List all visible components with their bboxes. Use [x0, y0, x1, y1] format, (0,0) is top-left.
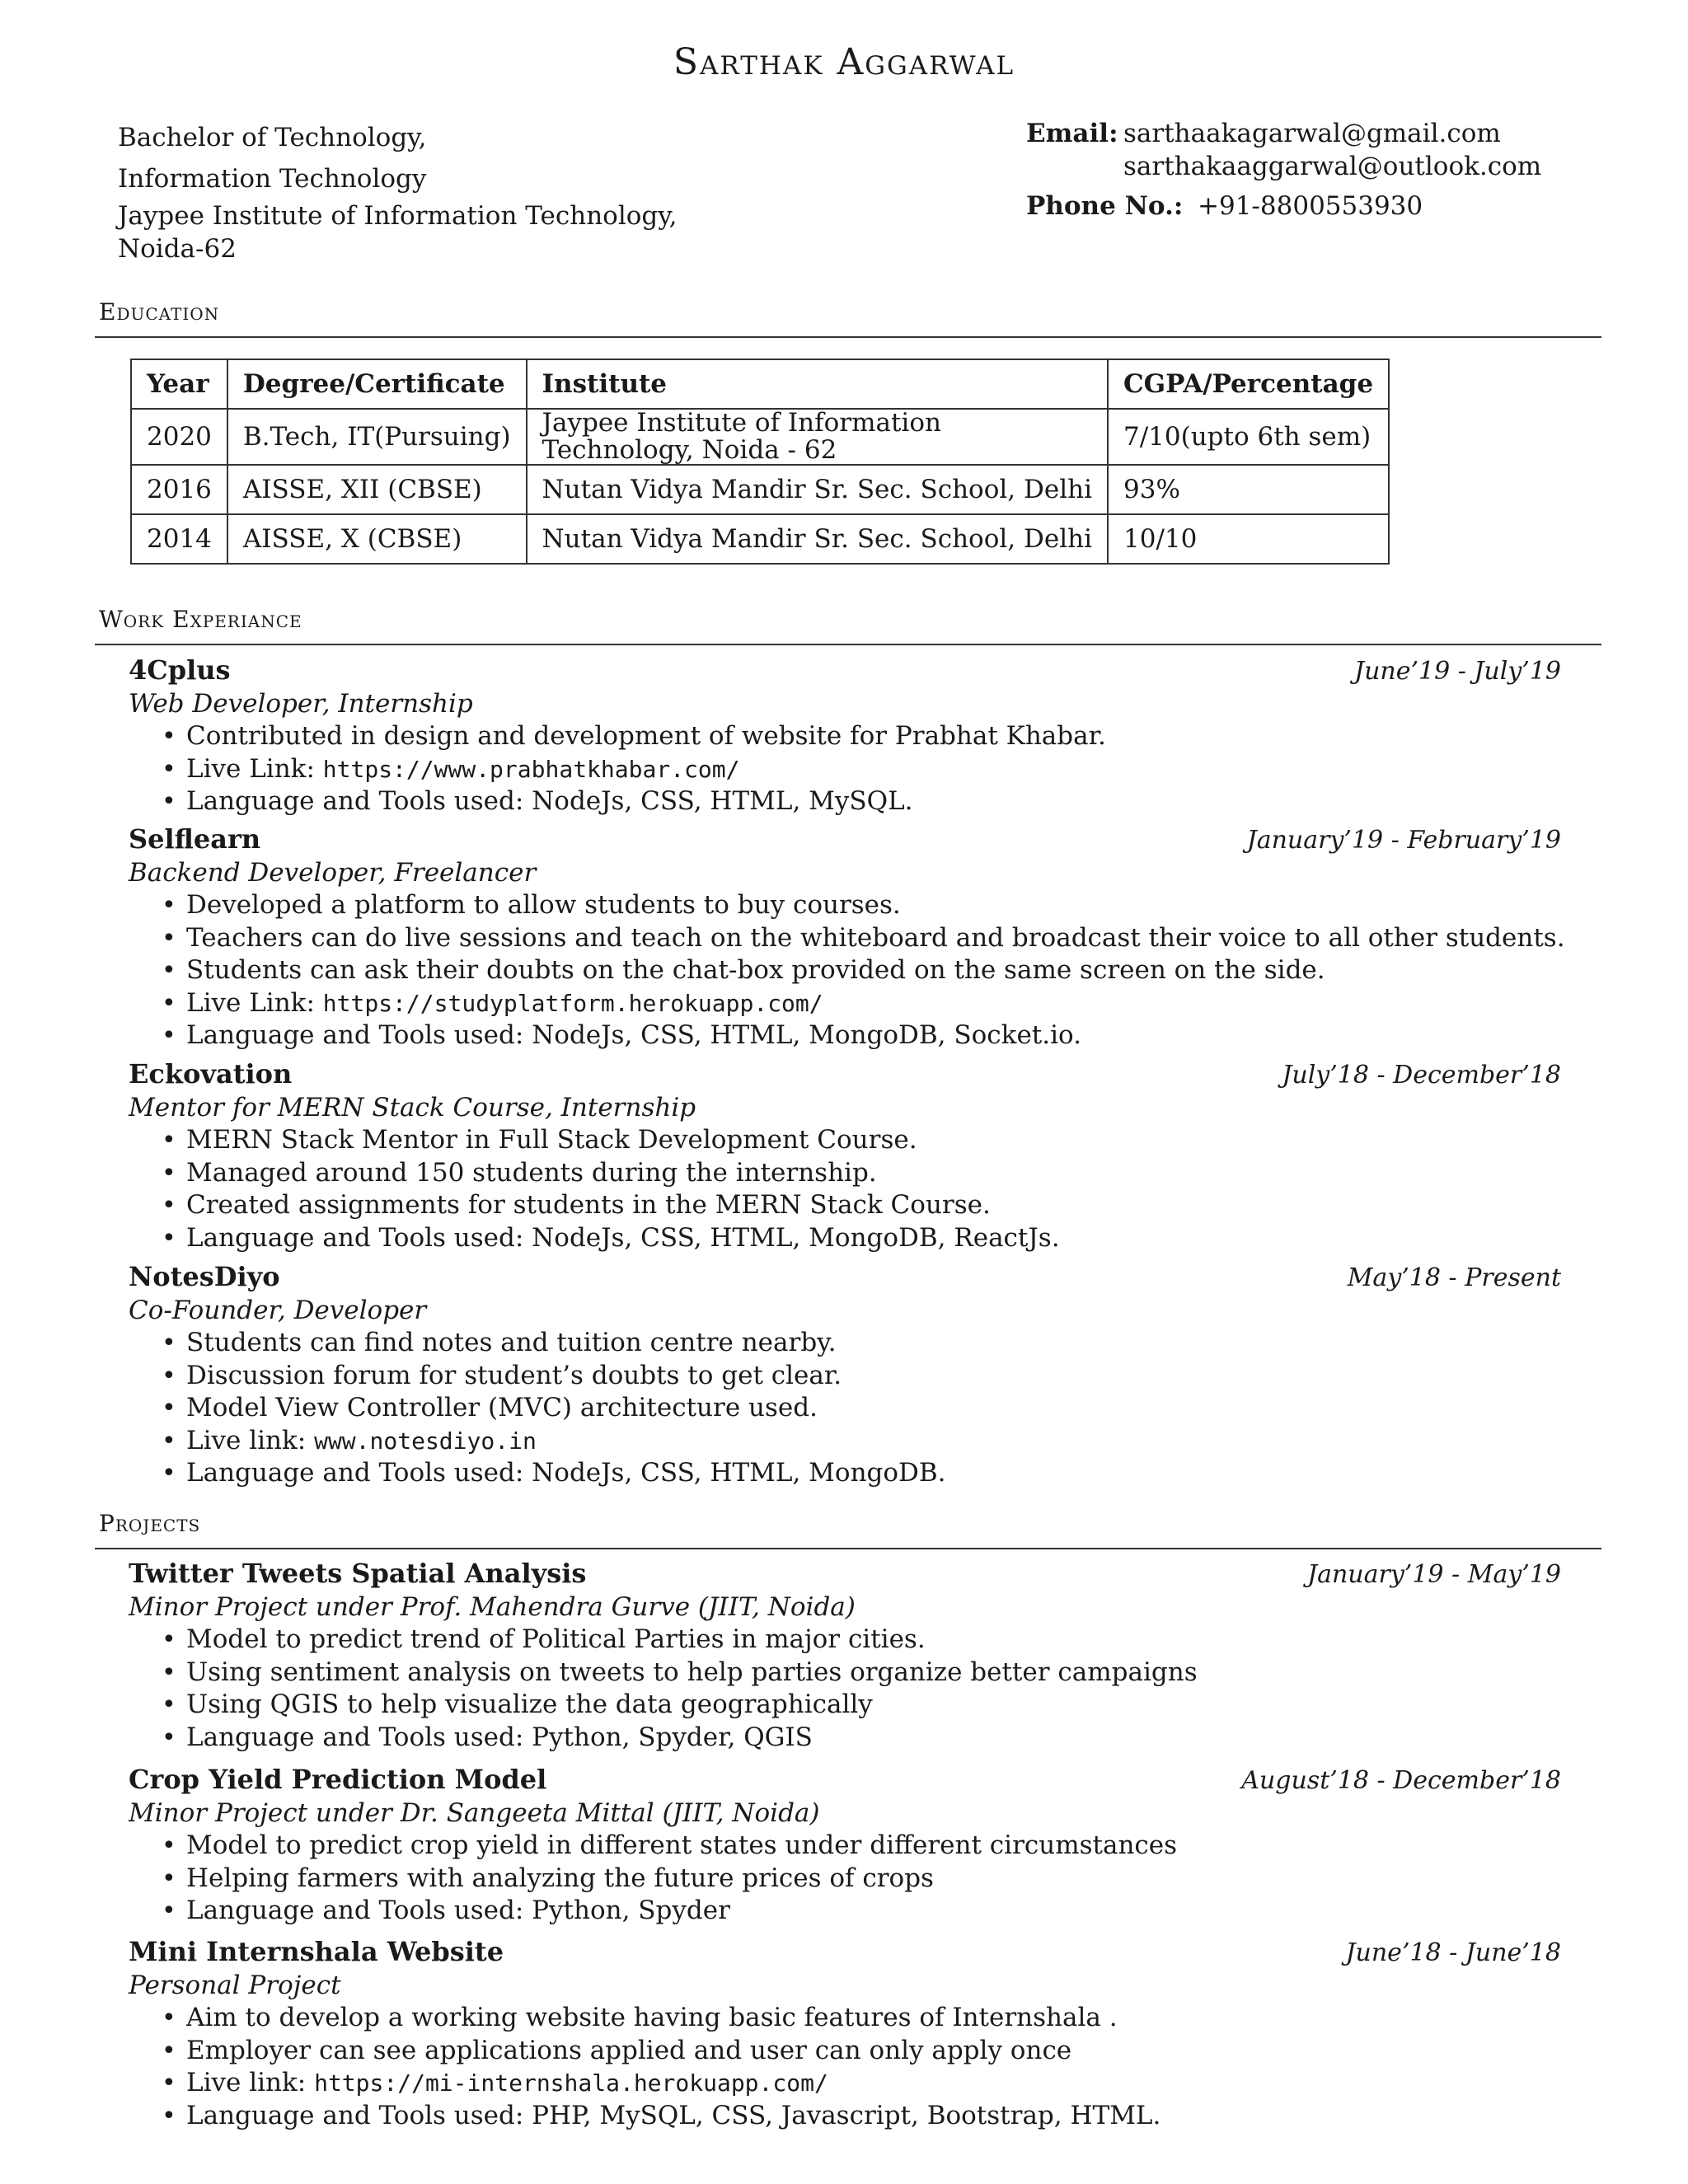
list-item: [186, 1425, 1561, 1458]
table-cell: Jaypee Institute of Information Technology, Noida - 62: [527, 409, 1108, 465]
branch-line: Information Technology: [118, 164, 427, 194]
list-item: • Developed a platform to allow students to buy courses.: [186, 889, 1561, 922]
entry-date: January’19 - May’19: [1307, 1560, 1561, 1589]
phone-number: +91-8800553930: [1198, 191, 1423, 221]
list-item: • Model View Controller (MVC) architecture used.: [186, 1392, 1561, 1425]
column-header: Institute: [527, 359, 1108, 409]
list-item: • Model to predict crop yield in different states under different circumstances: [186, 1830, 1561, 1863]
link-label: Live Link:: [186, 987, 323, 1018]
list-item: • Created assignments for students in the MERN Stack Course.: [186, 1189, 1561, 1222]
live-link[interactable]: https://www.prabhatkhabar.com/: [322, 755, 740, 783]
email-label: Email:: [1026, 119, 1118, 148]
contact-block: [1026, 117, 1541, 223]
work-entry-selflearn: [129, 823, 1565, 1052]
entry-role: Backend Developer, Freelancer: [129, 858, 537, 888]
section-title-projects: Projects: [99, 1510, 201, 1537]
list-item: • Aim to develop a working website having basic features of Internshala .: [186, 2002, 1561, 2035]
institute-line: Jaypee Institute of Information Technology,: [118, 201, 678, 231]
table-cell: 2020: [131, 409, 227, 465]
entry-org: Crop Yield Prediction Model: [129, 1764, 547, 1795]
entry-role: Minor Project under Prof. Mahendra Gurve (JIIT, Noida): [129, 1592, 856, 1622]
page-title: Sarthak Aggarwal: [673, 41, 1015, 83]
work-entry-notesdiyo: [129, 1261, 1561, 1490]
work-entry-4cplus: [129, 654, 1561, 818]
entry-org: Mini Internshala Website: [129, 1936, 504, 1967]
entry-role: Mentor for MERN Stack Course, Internship: [129, 1093, 696, 1122]
table-cell: 2014: [131, 514, 227, 564]
list-item: [186, 987, 1561, 1020]
bullet-list: [129, 1830, 1561, 1928]
education-table: [130, 359, 1390, 565]
list-item: • Contributed in design and development of website for Prabhat Khabar.: [186, 720, 1561, 753]
entry-date: July’18 - December’18: [1282, 1061, 1561, 1090]
list-item: • Language and Tools used: NodeJs, CSS, HTML, MySQL.: [186, 785, 1561, 818]
list-item: • Teachers can do live sessions and teach on the whiteboard and broadcast their voice to all other students.: [186, 922, 1561, 955]
email-primary[interactable]: sarthaakagarwal@gmail.com: [1123, 119, 1501, 148]
link-label: Live link:: [186, 1425, 315, 1455]
entry-date: August’18 - December’18: [1241, 1766, 1561, 1795]
live-link[interactable]: https://studyplatform.herokuapp.com/: [322, 989, 823, 1017]
table-header-row: [131, 359, 1389, 409]
list-item: • Discussion forum for student’s doubts to get clear.: [186, 1360, 1561, 1393]
entry-date: June’19 - July’19: [1354, 657, 1561, 686]
section-divider: [95, 644, 1601, 645]
bullet-list: [129, 720, 1561, 818]
table-cell: 2016: [131, 465, 227, 514]
degree-line: Bachelor of Technology,: [118, 123, 427, 152]
entry-role: Web Developer, Internship: [129, 689, 473, 719]
list-item: • Language and Tools used: PHP, MySQL, CSS, Javascript, Bootstrap, HTML.: [186, 2100, 1561, 2133]
section-title-work: Work Experiance: [99, 606, 302, 633]
table-cell: Nutan Vidya Mandir Sr. Sec. School, Delhi: [527, 514, 1108, 564]
list-item: • Language and Tools used: Python, Spyder, QGIS: [186, 1722, 1561, 1755]
list-item: • Language and Tools used: Python, Spyder: [186, 1895, 1561, 1928]
section-divider: [95, 1548, 1601, 1549]
entry-date: June’18 - June’18: [1345, 1938, 1561, 1967]
list-item: • MERN Stack Mentor in Full Stack Development Course.: [186, 1124, 1561, 1157]
list-item: • Helping farmers with analyzing the future prices of crops: [186, 1863, 1561, 1896]
table-row: [131, 514, 1389, 564]
entry-date: May’18 - Present: [1347, 1263, 1561, 1292]
list-item: [186, 2067, 1561, 2100]
list-item: • Language and Tools used: NodeJs, CSS, HTML, MongoDB, Socket.io.: [186, 1019, 1561, 1052]
table-cell: AISSE, XII (CBSE): [227, 465, 527, 514]
email-secondary[interactable]: sarthakaaggarwal@outlook.com: [1123, 152, 1542, 181]
city-line: Noida-62: [118, 234, 237, 264]
list-item: • Model to predict trend of Political Parties in major cities.: [186, 1624, 1561, 1657]
list-item: • Using QGIS to help visualize the data geographically: [186, 1689, 1561, 1722]
section-divider: [95, 336, 1601, 338]
entry-role: Co-Founder, Developer: [129, 1296, 427, 1325]
entry-role: Personal Project: [129, 1971, 341, 2000]
live-link[interactable]: https://mi-internshala.herokuapp.com/: [314, 2069, 828, 2097]
project-entry-crop-yield: [129, 1764, 1561, 1928]
bullet-list: [129, 2002, 1561, 2132]
table-cell: 93%: [1108, 465, 1389, 514]
entry-org: Selflearn: [129, 823, 261, 855]
bullet-list: [129, 1327, 1561, 1490]
link-label: Live Link:: [186, 753, 323, 784]
table-row: [131, 465, 1389, 514]
list-item: • Language and Tools used: NodeJs, CSS, HTML, MongoDB, ReactJs.: [186, 1222, 1561, 1255]
work-entry-eckovation: [129, 1058, 1561, 1254]
column-header: Degree/Certificate: [227, 359, 527, 409]
bullet-list: [129, 1124, 1561, 1254]
entry-role: Minor Project under Dr. Sangeeta Mittal (JIIT, Noida): [129, 1798, 820, 1828]
entry-org: NotesDiyo: [129, 1261, 280, 1292]
bullet-list: [129, 1624, 1561, 1754]
list-item: [186, 753, 1561, 786]
table-cell: AISSE, X (CBSE): [227, 514, 527, 564]
list-item: • Managed around 150 students during the internship.: [186, 1157, 1561, 1190]
link-label: Live link:: [186, 2068, 315, 2097]
project-entry-internshala: [129, 1936, 1561, 2132]
column-header: CGPA/Percentage: [1108, 359, 1389, 409]
entry-org: 4Cplus: [129, 654, 231, 686]
table-cell: Nutan Vidya Mandir Sr. Sec. School, Delhi: [527, 465, 1108, 514]
table-cell: B.Tech, IT(Pursuing): [227, 409, 527, 465]
table-cell: 10/10: [1108, 514, 1389, 564]
entry-org: Eckovation: [129, 1058, 293, 1090]
list-item: • Employer can see applications applied and user can only apply once: [186, 2035, 1561, 2068]
list-item: • Language and Tools used: NodeJs, CSS, HTML, MongoDB.: [186, 1457, 1561, 1490]
live-link[interactable]: www.notesdiyo.in: [314, 1427, 537, 1455]
address-block: [118, 117, 678, 265]
table-cell: 7/10(upto 6th sem): [1108, 409, 1389, 465]
entry-org: Twitter Tweets Spatial Analysis: [129, 1558, 587, 1589]
table-row: [131, 409, 1389, 465]
phone-label: Phone No.:: [1026, 191, 1184, 221]
column-header: Year: [131, 359, 227, 409]
list-item: • Students can find notes and tuition centre nearby.: [186, 1327, 1561, 1360]
bullet-list: [129, 889, 1565, 1052]
list-item: • Students can ask their doubts on the chat-box provided on the same screen on the side.: [186, 954, 1561, 987]
list-item: • Using sentiment analysis on tweets to help parties organize better campaigns: [186, 1657, 1561, 1690]
project-entry-twitter: [129, 1558, 1561, 1754]
section-title-education: Education: [99, 298, 220, 326]
entry-date: January’19 - February’19: [1246, 826, 1561, 855]
